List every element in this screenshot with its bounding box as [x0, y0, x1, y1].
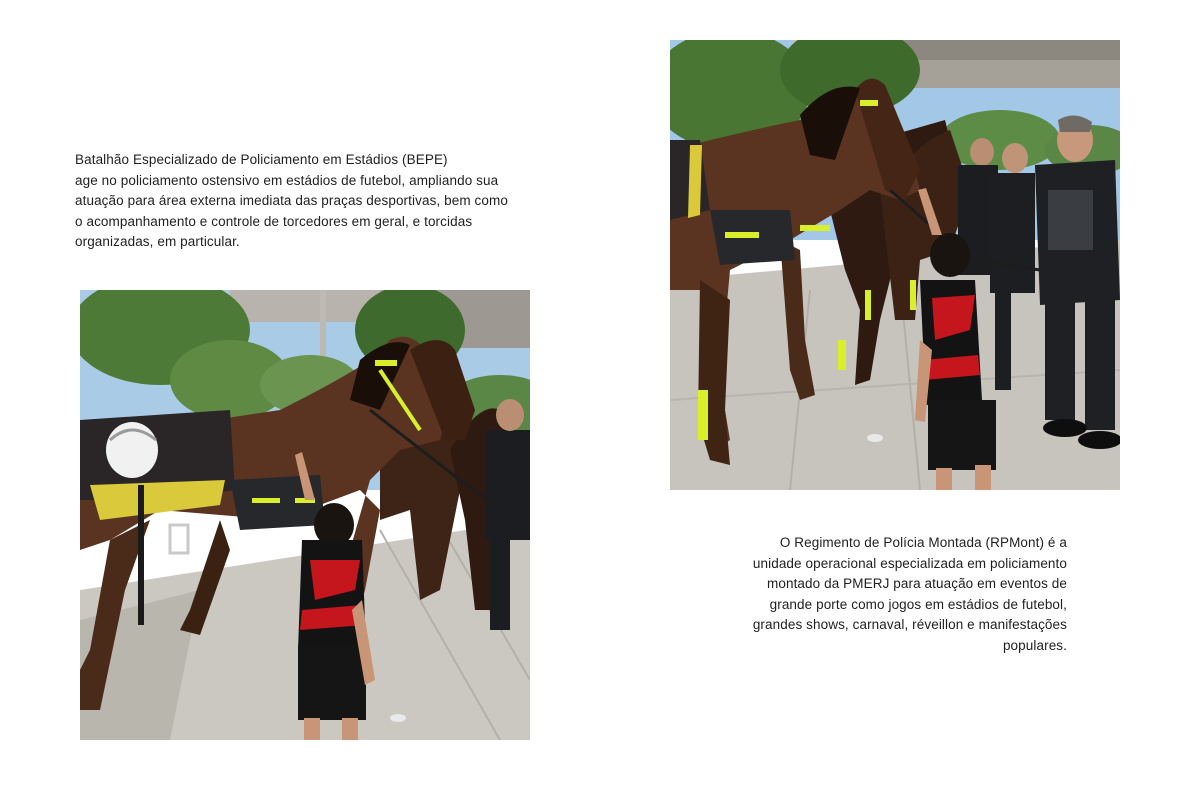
rpmont-line-3: montado da PMERJ para atuação em eventos de [767, 576, 1067, 591]
rpmont-line-2: unidade operacional especializada em policiamento [752, 555, 1067, 571]
rpmont-line-6: populares. [1002, 637, 1067, 653]
rpmont-line-4: grande porte como jogos em estádios de futebol, [769, 596, 1067, 612]
rpmont-description [720, 533, 1067, 656]
bepe-line-3: atuação para área externa imediata das praças desportivas, bem como [75, 193, 508, 208]
bepe-line-1: Batalhão Especializado de Policiamento em Estádios (BEPE) [75, 152, 448, 167]
bepe-line-4: o acompanhamento e controle de torcedores em geral, e torcidas [75, 213, 473, 229]
photo-horse-child-icon [80, 290, 530, 740]
bepe-line-2: age no policiamento ostensivo em estádios de futebol, ampliando sua [75, 172, 499, 188]
bepe-line-5: organizadas, em particular. [75, 234, 240, 249]
rpmont-line-5: grandes shows, carnaval, réveillon e manifestações [752, 617, 1067, 632]
photo-horse-child-saddle [80, 290, 530, 740]
bepe-description [75, 150, 545, 253]
rpmont-line-1: O Regimento de Polícia Montada (RPMont) é a [779, 535, 1067, 550]
photo-horses-police-child [670, 40, 1120, 490]
photo-horses-police-icon [670, 40, 1120, 490]
